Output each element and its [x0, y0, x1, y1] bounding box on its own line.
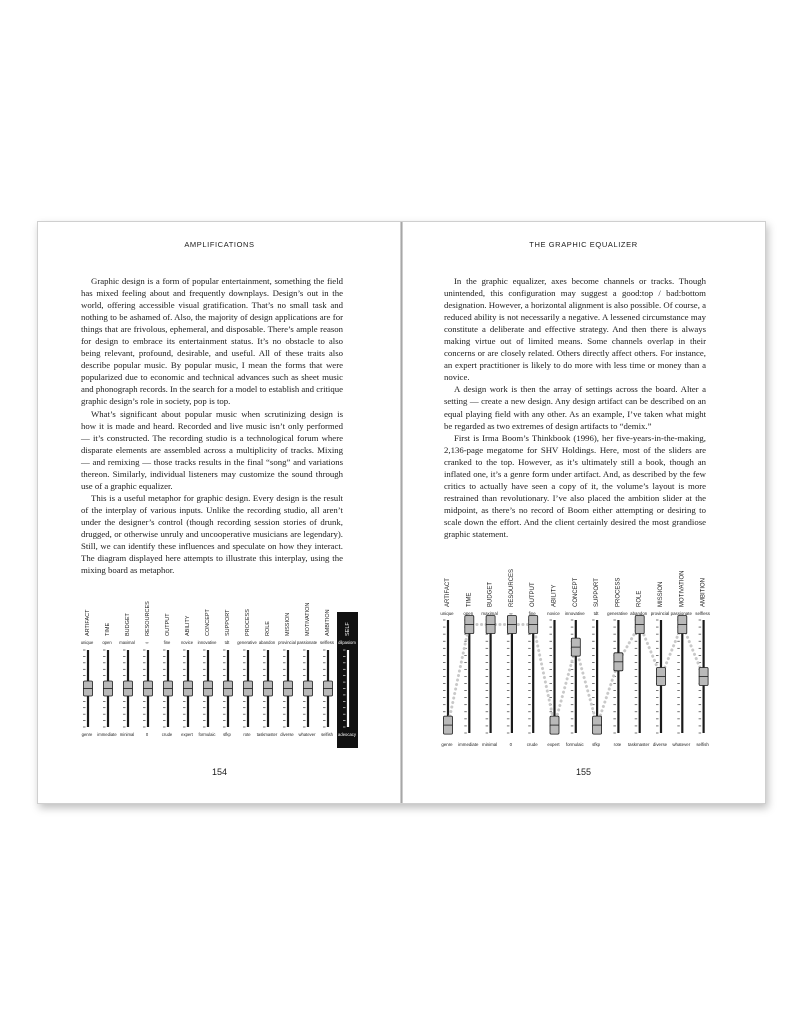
channel-name-label: ABILITY — [551, 584, 558, 607]
channel-mission — [278, 613, 296, 737]
channel-support — [223, 609, 233, 737]
left-paragraph-2: What’s significant about popular music when scrutinizing design is how it is made and heard. Recorded and live music isn’t only performed — it’s constructed. The recording studio is a technological forum where disparate elements are assembled across a multiplicity of tracks. Mixing — and remixing — those tracks results in the final “song” and variations thereon. Similarly, individual listeners may customize the sound through use of a graphic equalizer. — [81, 408, 343, 491]
right-paragraph-1: In the graphic equalizer, axes become channels or tracks. Though unintended, this configuration may suggest a good:top / bad:bottom designation. However, a horizontal alignment is also possible. Of course, a reduced ability is not necessarily a negative. A lessened circumstance may constitute a deliberate and effective strategy. And then there is always making virtue out of limited means. Some channels overlap in their concerns or are closely related. Others directly affect others. For instance, an expert practitioner is likely to do more with less time or money than a novice. — [444, 276, 706, 383]
right-paragraph-2: A design work is then the array of settings across the board. Alter a setting — create a new design. Any design artifact can be described on an equal playing field with any other. As an example, I’ve taken what might be regarded as two extremes of design artifacts to “demix.” — [444, 384, 706, 431]
channel-motivation — [671, 571, 693, 747]
channel-top-label: abandon — [630, 611, 648, 616]
channel-name-label: AMBITION — [700, 577, 707, 607]
right-running-head: THE GRAPHIC EQUALIZER — [529, 240, 638, 249]
channel-bottom-label: expert — [547, 742, 560, 747]
right-equalizer-diagram — [439, 568, 723, 757]
channel-bottom-label: selfish — [696, 742, 709, 747]
left-equalizer-diagram — [80, 601, 362, 750]
equalizer-svg — [439, 568, 723, 757]
channel-top-label: innovative — [564, 611, 585, 616]
right-page-number: 155 — [575, 767, 592, 777]
channel-resources — [507, 569, 515, 747]
channel-name-label: CONCEPT — [205, 609, 211, 636]
channel-self — [337, 612, 358, 748]
channel-bottom-label: genre — [441, 742, 453, 747]
channel-name-label: BUDGET — [487, 581, 494, 607]
channel-name-label: ROLE — [265, 621, 271, 636]
channel-top-label: novice — [547, 611, 560, 616]
channel-bottom-label: rote — [613, 742, 622, 747]
channel-name-label: MOTIVATION — [305, 602, 311, 636]
channel-top-label: fine — [163, 640, 171, 645]
channel-bottom-label: 0 — [509, 742, 513, 747]
channel-name-label: MISSION — [285, 612, 291, 636]
channel-top-label: fine — [528, 611, 536, 616]
channel-bottom-label: immediate — [97, 732, 117, 737]
channel-top-label: ∞ — [509, 611, 513, 616]
channel-top-label: tdt — [593, 611, 599, 616]
channel-top-label: unique — [80, 640, 94, 645]
channel-bottom-label: formulaic — [198, 732, 216, 737]
right-body-text — [444, 275, 706, 540]
channel-name-label: TIME — [466, 592, 473, 607]
channel-ability — [181, 615, 194, 737]
channel-name-label: AMBITION — [325, 609, 331, 636]
channel-ambition — [320, 609, 334, 737]
channel-top-label: innovative — [197, 640, 217, 645]
channel-name-label: RESOURCES — [145, 601, 151, 636]
channel-bottom-label: minimal — [482, 742, 498, 747]
channel-concept — [565, 577, 585, 747]
channel-bottom-label: minimal — [119, 732, 135, 737]
channel-bottom-label: taskmaster — [627, 742, 650, 747]
channel-role — [257, 621, 278, 737]
channel-name-label: BUDGET — [125, 613, 131, 636]
channel-top-label: novice — [180, 640, 194, 645]
left-page — [38, 222, 401, 803]
channel-artifact — [81, 609, 94, 737]
channel-name-label: RESOURCES — [508, 568, 515, 607]
channel-process — [237, 609, 257, 737]
channel-bottom-label: genre — [81, 732, 93, 737]
channel-name-label: OUTPUT — [165, 613, 171, 636]
channel-bottom-label: crude — [526, 742, 538, 747]
channel-name-label: PROCESS — [615, 577, 622, 607]
left-paragraph-3: This is a useful metaphor for graphic design. Every design is the result of the interplay of various inputs. Unlike the recording studio, all aren’t under the designer’s control (though recording session stories of drunk, drugged, or otherwise unruly and uncooperative musicians are legendary). Still, we can identify these influences and speculate on how they interact. The diagram displayed here attempts to illustrate this interplay, using the mixing board as metaphor. — [81, 492, 343, 576]
channel-top-label: selfless — [695, 611, 710, 616]
channel-name-label: TIME — [105, 622, 111, 636]
right-page — [402, 222, 765, 803]
channel-top-label: provincial — [278, 640, 296, 645]
channel-bottom-label: adeocacy — [338, 732, 356, 737]
left-body-text — [81, 275, 343, 576]
left-running-head: AMPLIFICATIONS — [184, 240, 255, 249]
channel-name-label: SUPPORT — [225, 609, 231, 636]
channel-name-label: ROLE — [636, 590, 643, 607]
channel-name-label: MOTIVATION — [679, 570, 686, 607]
channel-name-label: ARTIFACT — [85, 609, 91, 636]
channel-top-label: maximal — [119, 640, 135, 645]
channel-top-label: ∞ — [145, 640, 149, 645]
channel-top-label: open — [102, 640, 112, 645]
left-paragraph-1: Graphic design is a form of popular entertainment, something the field has mixed feeling about and frequently downplays. Design’s out in the world, offering accessible visual gratification. That’s no small task and nothing to be ashamed of. Also, the majority of design applications are for things that are frivolous, ephemeral, and disposable. There’s ample reason for design to embrace its entertainment status. It’s no obstacle to also being relevant, profound, desirable, and useful. All of these traits also describe popular music. By popular music, I mean the forms that were popularized due to economic and technical advances such as sheet music and phonograph records. In the search for a model to establish and critique graphic design’s role in society, pop is top. — [81, 276, 343, 407]
channel-top-label: dilpasiom — [338, 640, 356, 645]
channel-name-label: SELF — [345, 622, 351, 636]
book-spread — [37, 221, 766, 804]
channel-bottom-label: taskmaster — [256, 732, 278, 737]
channel-resources — [143, 601, 153, 737]
channel-bottom-label: expert — [181, 732, 193, 737]
channel-top-label: generative — [607, 611, 628, 616]
channel-budget — [119, 612, 135, 737]
channel-bottom-label: diverse — [652, 742, 668, 747]
equalizer-svg — [80, 601, 362, 750]
channel-top-label: passionate — [296, 640, 318, 645]
channel-bottom-label: whatever — [298, 732, 316, 737]
channel-name-label: ARTIFACT — [445, 578, 451, 607]
channel-name-label: SUPPORT — [594, 578, 601, 607]
channel-bottom-label: 0 — [145, 732, 149, 737]
channel-budget — [481, 582, 497, 747]
channel-bottom-label: rote — [243, 732, 251, 737]
left-page-number: 154 — [211, 767, 228, 777]
channel-top-label: generative — [237, 640, 257, 645]
channel-motivation — [297, 603, 318, 737]
channel-bottom-label: sfkp — [223, 732, 231, 737]
right-paragraph-3: First is Irma Boom’s Thinkbook (1996), her five-years-in-the-making, 2,136-page megatome for SHV Holdings. Here, most of the sliders are cranked to the top. However, as it’s ultimately still a book, though an inflated one, it’s a genre form under artifact. And, as described by the few critics to actually have seen a copy of it, the volume’s layout is more restrained than revolutionary. I’ve also placed the ambition slider at the midpoint, as there’s no record of Boom either attempting or desiring to scale down the effort. And the client certainly desired the most grandiose graphic statement. — [444, 432, 706, 539]
channel-bottom-label: crude — [161, 732, 173, 737]
channel-top-label: provincial — [650, 611, 670, 616]
channel-bottom-label: diverse — [280, 732, 294, 737]
channel-name-label: PROCESS — [245, 609, 251, 636]
channel-top-label: tdt — [224, 640, 230, 645]
channel-output — [162, 613, 173, 737]
channel-time — [97, 623, 117, 737]
channel-top-label: abandon — [258, 640, 276, 645]
channel-bottom-label: whatever — [672, 742, 691, 747]
channel-bottom-label: formulaic — [565, 742, 584, 747]
channel-top-label: open — [463, 611, 474, 616]
channel-name-label: ABILITY — [185, 615, 191, 636]
channel-bottom-label: sfkp — [592, 742, 601, 747]
channel-top-label: passionate — [670, 611, 692, 616]
channel-role — [628, 591, 650, 747]
channel-bottom-label: immediate — [458, 742, 479, 747]
channel-top-label: unique — [440, 611, 454, 616]
channel-name-label: CONCEPT — [572, 577, 579, 607]
channel-concept — [198, 608, 218, 737]
channel-name-label: MISSION — [658, 581, 664, 607]
channel-top-label: selfless — [320, 640, 334, 645]
channel-top-label: maximal — [481, 611, 498, 616]
channel-name-label: OUTPUT — [530, 582, 537, 607]
channel-output — [527, 582, 539, 747]
channel-bottom-label: selfish — [321, 732, 333, 737]
